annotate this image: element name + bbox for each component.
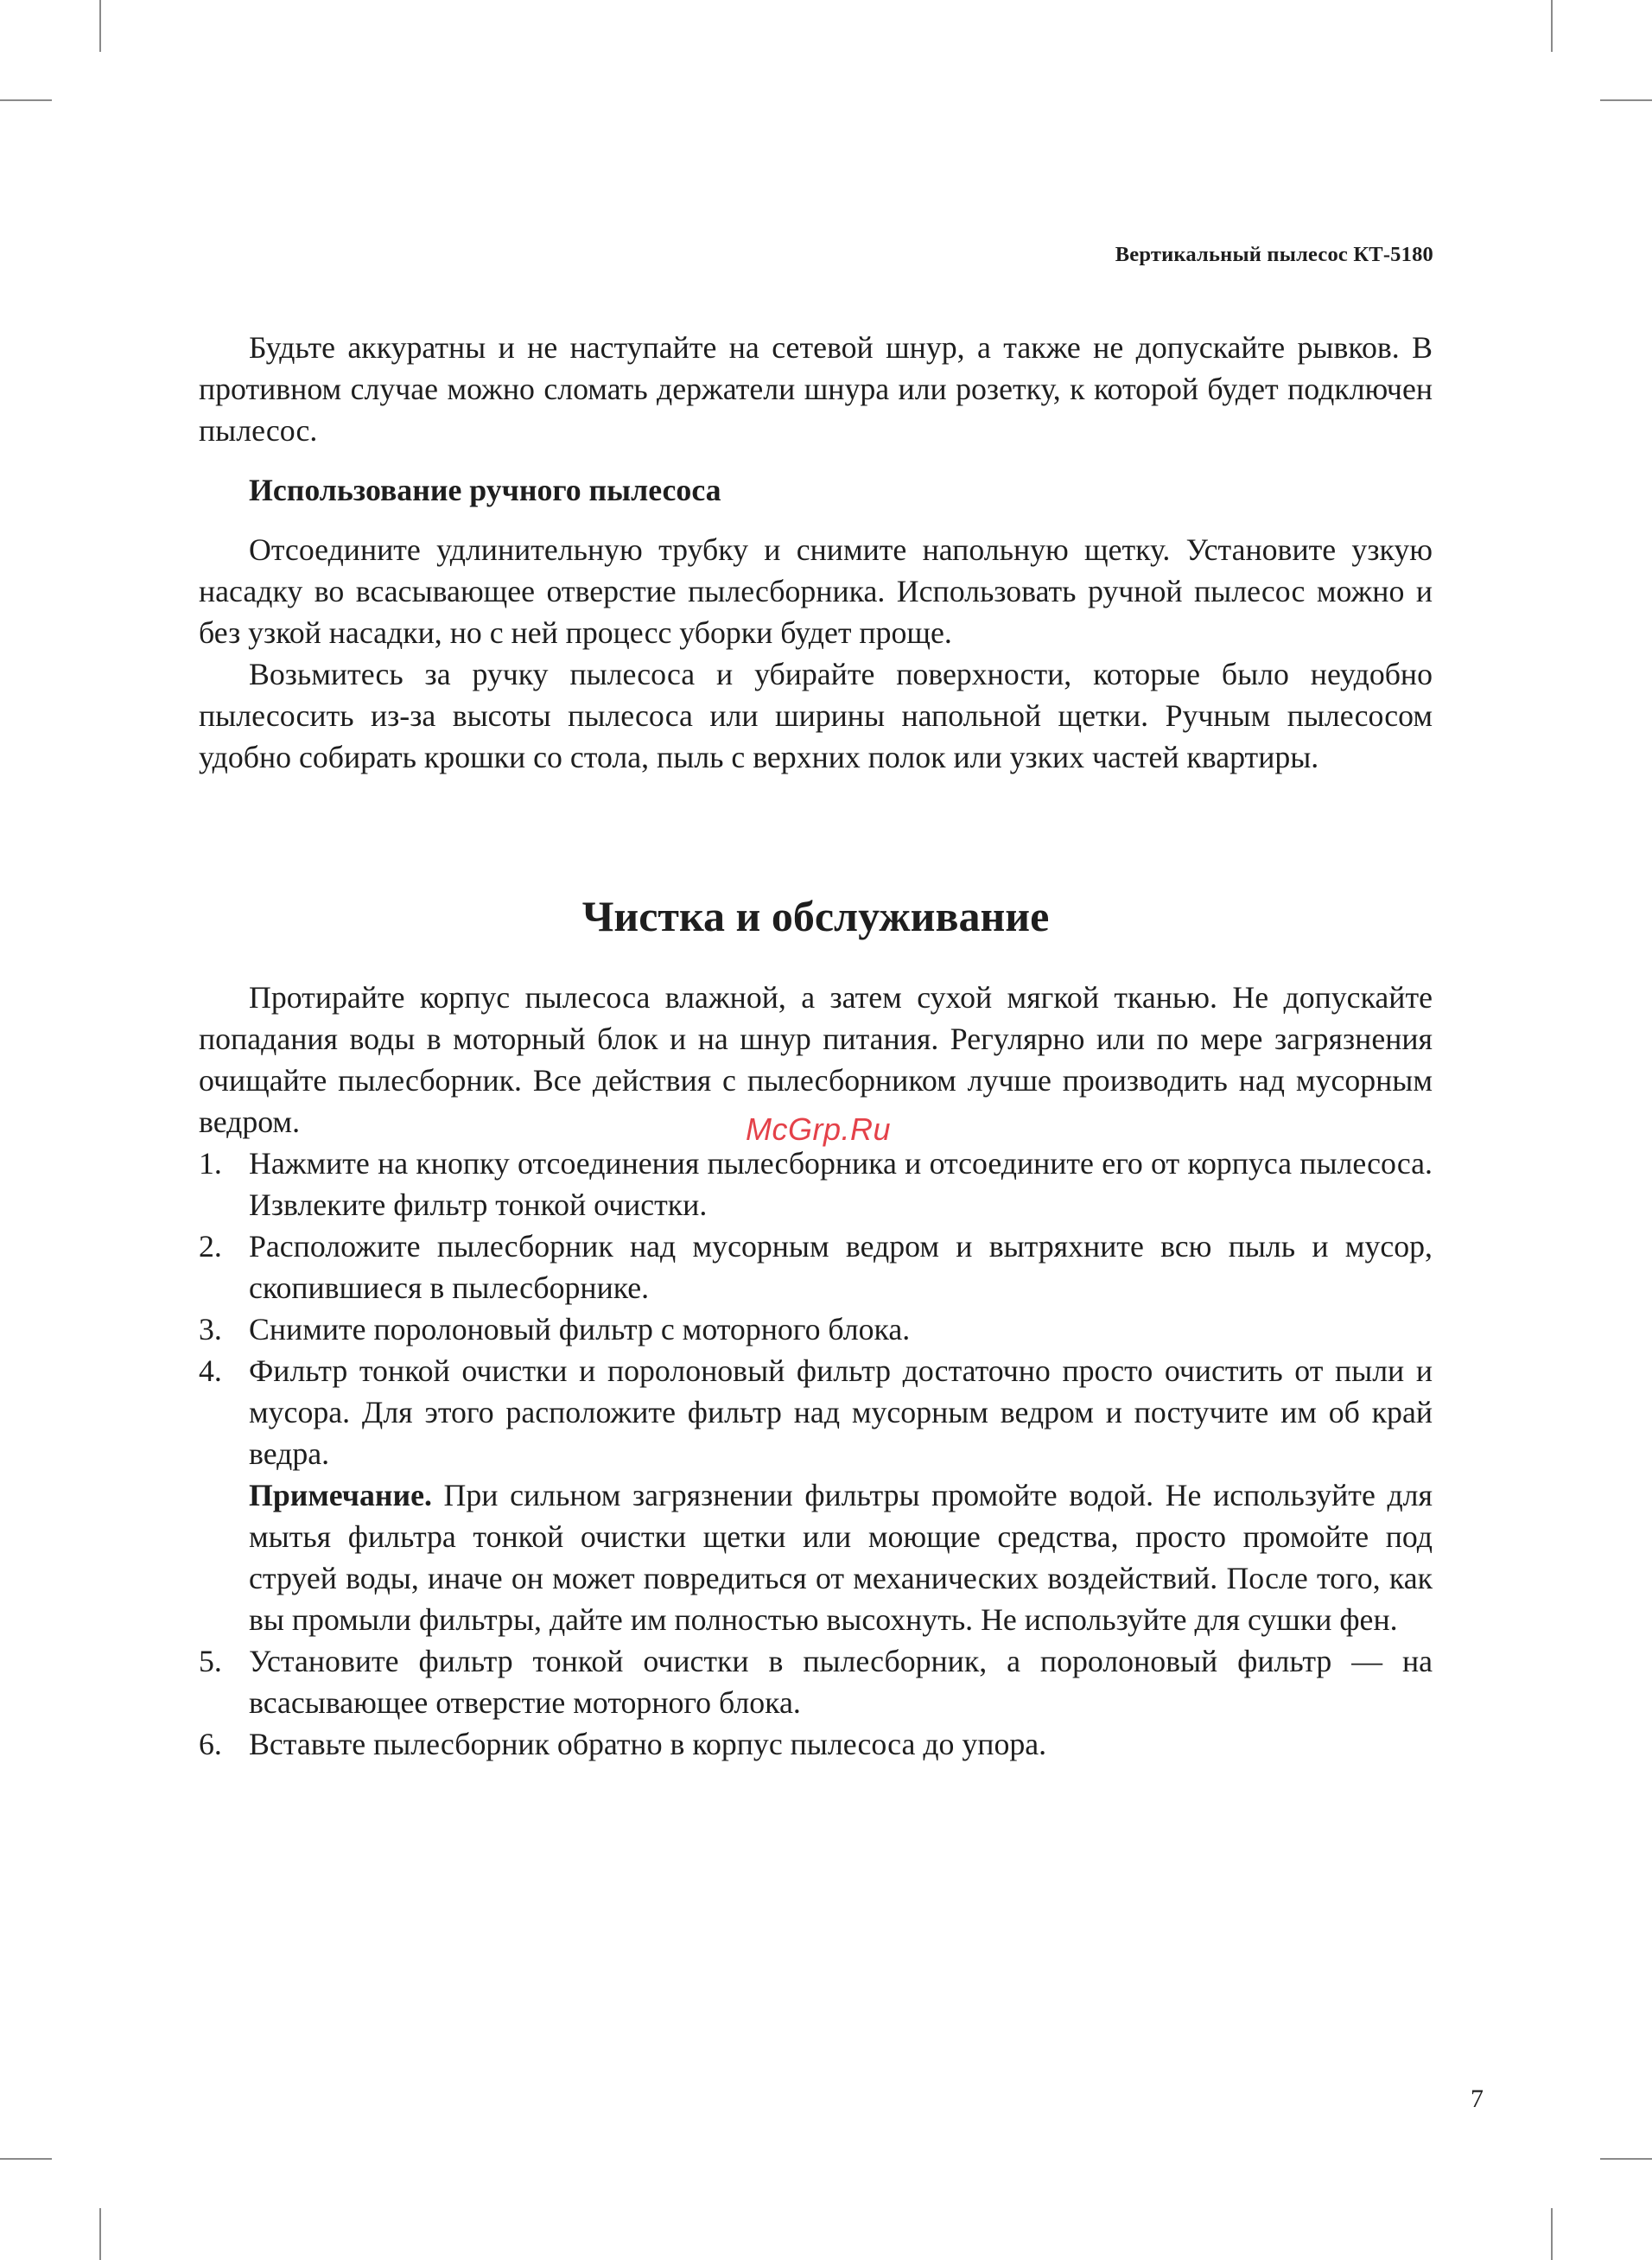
page-content [199,327,1433,1765]
list-item [199,1350,1433,1474]
step-text: Нажмите на кнопку отсоединения пылесборника и отсоедините его от корпуса пылесоса. Извлеките фильтр тонкой очистки. [249,1146,1433,1222]
step-text: Расположите пылесборник над мусорным ведром и вытряхните всю пыль и мусор, скопившиеся в пылесборнике. [249,1229,1433,1305]
note-block [199,1474,1433,1640]
note-text: При сильном загрязнении фильтры промойте водой. Не используйте для мытья фильтра тонкой очистки щетки или моющие средства, просто промойте под струей воды, иначе он может повредиться от механических воздействий. После того, как вы промыли фильтры, дайте им полностью высохнуть. Не используйте для сушки фен. [249,1478,1433,1637]
crop-mark-bottom-left [99,2208,101,2260]
handheld-heading: Использование ручного пылесоса [249,473,721,507]
list-item [199,1640,1433,1723]
crop-mark-top-right-h [1600,99,1652,101]
page-number: 7 [1471,2085,1484,2113]
running-header: Вертикальный пылесос КТ-5180 [1115,243,1433,266]
cleaning-intro: Протирайте корпус пылесоса влажной, а затем сухой мягкой тканью. Не допускайте попадания воды в моторный блок и на шнур питания. Регулярно или по мере загрязнения очищайте пылесборник. Все действия с пылесборником лучше производить над мусорным ведром. [199,980,1433,1139]
crop-mark-top-right [1551,0,1553,52]
step-text: Снимите поролоновый фильтр с моторного блока. [249,1312,911,1346]
handheld-paragraph-2: Возьмитесь за ручку пылесоса и убирайте поверхности, которые было неудобно пылесосить из-за высоты пылесоса или ширины напольной щетки. Ручным пылесосом удобно собирать крошки со стола, пыль с верхних полок или узких частей квартиры. [199,657,1433,774]
step-number: 3. [199,1312,222,1346]
step-number: 2. [199,1229,222,1264]
crop-mark-top-left-h [0,99,52,101]
step-text: Установите фильтр тонкой очистки в пылесборник, а поролоновый фильтр — на всасывающее отверстие моторного блока. [249,1644,1433,1720]
step-text: Фильтр тонкой очистки и поролоновый фильтр достаточно просто очистить от пыли и мусора. Для этого расположите фильтр над мусорным ведром и постучите им об край ведра. [249,1353,1433,1471]
watermark: McGrp.Ru [746,1111,892,1147]
step-number: 5. [199,1644,222,1678]
crop-mark-bottom-right [1551,2208,1553,2260]
crop-mark-bottom-left-h [0,2158,52,2160]
list-item [199,1143,1433,1225]
step-number: 6. [199,1727,222,1761]
section-title: Чистка и обслуживание [581,892,1050,940]
step-number: 4. [199,1353,222,1388]
list-item [199,1308,1433,1350]
step-number: 1. [199,1146,222,1181]
list-item [199,1723,1433,1765]
cleaning-steps-list [199,1143,1433,1474]
crop-mark-top-left [99,0,101,52]
step-text: Вставьте пылесборник обратно в корпус пылесоса до упора. [249,1727,1047,1761]
intro-paragraph: Будьте аккуратны и не наступайте на сетевой шнур, а также не допускайте рывков. В противном случае можно сломать держатели шнура или розетку, к которой будет подключен пылесос. [199,330,1433,448]
list-item [199,1225,1433,1308]
crop-mark-bottom-right-h [1600,2158,1652,2160]
cleaning-steps-list-continued [199,1640,1433,1765]
handheld-paragraph-1: Отсоедините удлинительную трубку и снимите напольную щетку. Установите узкую насадку во всасывающее отверстие пылесборника. Использовать ручной пылесос можно и без узкой насадки, но с ней процесс уборки будет проще. [199,532,1433,650]
note-label: Примечание. [249,1478,432,1512]
